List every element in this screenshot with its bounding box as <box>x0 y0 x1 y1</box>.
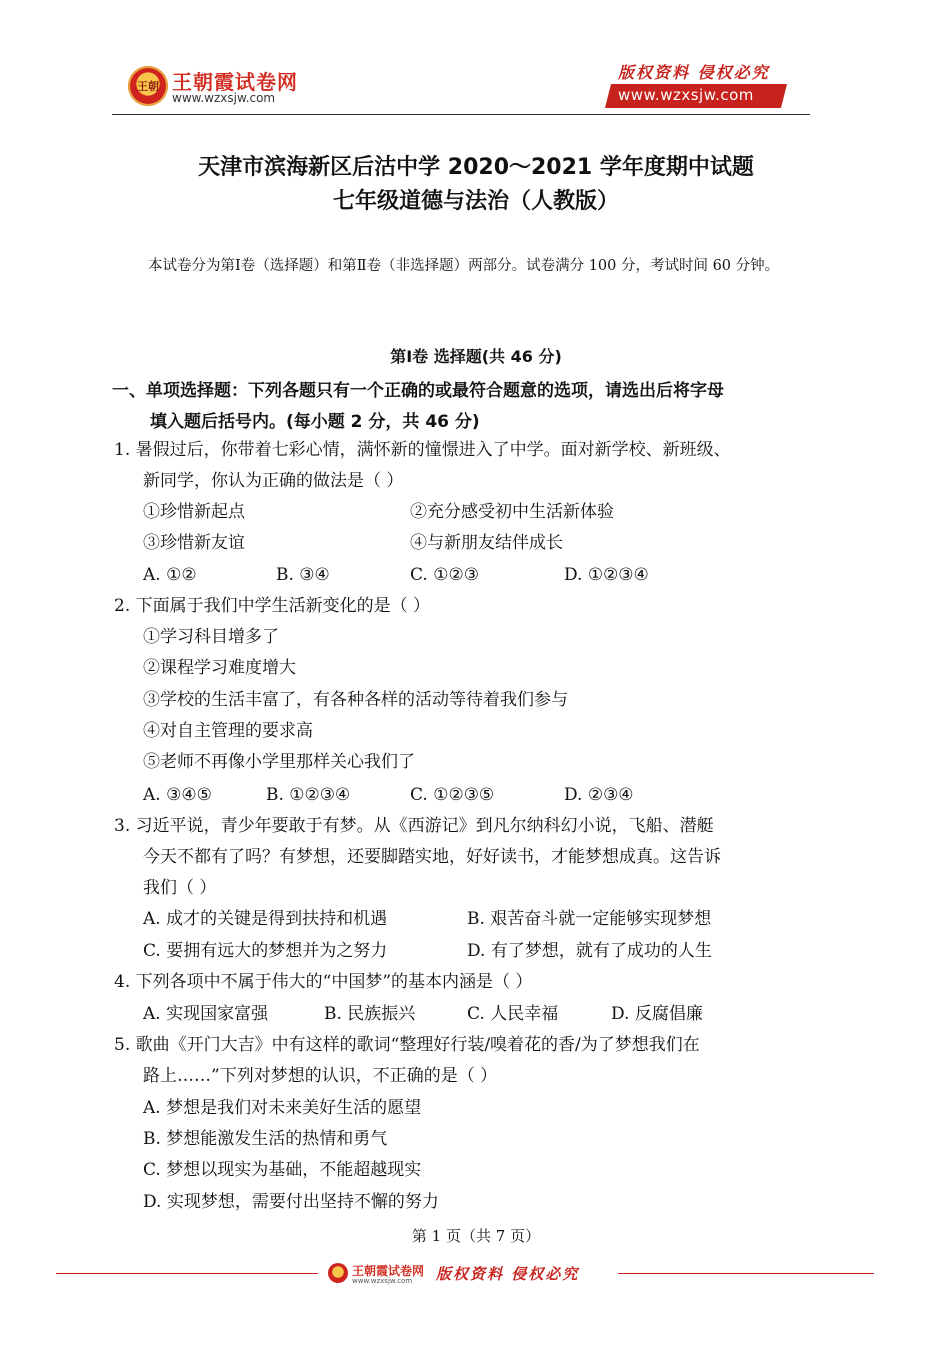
q5-option-c: C. 梦想以现实为基础，不能超越现实 <box>143 1160 422 1180</box>
q4-option-a: A. 实现国家富强 <box>143 1004 269 1024</box>
header-divider <box>112 114 810 115</box>
exam-subtitle: 七年级道德与法治（人教版） <box>332 189 619 214</box>
q1-statement-3: ③珍惜新友谊 <box>143 533 245 553</box>
section-title: 第Ⅰ卷 选择题(共 46 分) <box>390 347 562 366</box>
q3-stem-line2: 今天不都有了吗？有梦想，还要脚踏实地，好好读书，才能梦想成真。这告诉 <box>143 847 721 867</box>
logo-seal-icon <box>128 66 168 106</box>
q1-option-d: D. ①②③④ <box>564 565 649 585</box>
q1-statement-2: ②充分感受初中生活新体验 <box>410 502 614 522</box>
footer-rule-left <box>56 1273 318 1274</box>
footer-rule-right <box>618 1273 874 1274</box>
q1-option-a: A. ①② <box>143 565 197 585</box>
q5-option-d: D. 实现梦想，需要付出坚持不懈的努力 <box>143 1192 439 1212</box>
logo-url: www.wzxsjw.com <box>172 91 276 105</box>
exam-title: 天津市滨海新区后沽中学 2020～2021 学年度期中试题 <box>198 155 754 180</box>
part-heading <box>112 376 832 438</box>
footer-logo-url: www.wzxsjw.com <box>352 1277 413 1285</box>
q2-option-d: D. ②③④ <box>564 785 634 805</box>
q1-stem-line1: 1. 暑假过后，你带着七彩心情，满怀新的憧憬进入了中学。面对新学校、新班级、 <box>114 440 731 460</box>
part-heading-line1: 一、单项选择题：下列各题只有一个正确的或最符合题意的选项，请选出后将字母 <box>112 381 724 401</box>
q4-option-d: D. 反腐倡廉 <box>611 1004 703 1024</box>
exam-intro: 本试卷分为第Ⅰ卷（选择题）和第Ⅱ卷（非选择题）两部分。试卷满分 100 分，考试时间 60 分钟。 <box>148 258 780 274</box>
q4-stem: 4. 下列各项中不属于伟大的“中国梦”的基本内涵是（ ） <box>114 972 533 992</box>
q2-option-c: C. ①②③⑤ <box>410 785 495 805</box>
q3-option-a: A. 成才的关键是得到扶持和机遇 <box>143 909 388 929</box>
q1-statement-1: ①珍惜新起点 <box>143 502 245 522</box>
q1-stem-line2: 新同学，你认为正确的做法是（ ） <box>143 471 404 491</box>
logo-seal-text: 王朝 <box>137 80 159 93</box>
q2-statement-4: ④对自主管理的要求高 <box>143 721 313 741</box>
q1-option-c: C. ①②③ <box>410 565 479 585</box>
q3-stem-line1: 3. 习近平说，青少年要敢于有梦。从《西游记》到凡尔纳科幻小说，飞船、潜艇 <box>114 816 714 836</box>
q5-option-a: A. 梦想是我们对未来美好生活的愿望 <box>143 1098 422 1118</box>
logo-name: 王朝霞试卷网 <box>172 70 298 94</box>
page-number: 第 1 页（共 7 页） <box>411 1227 541 1245</box>
q5-option-b: B. 梦想能激发生活的热情和勇气 <box>143 1129 388 1149</box>
q5-stem-line2: 路上……”下列对梦想的认识，不正确的是（ ） <box>143 1066 498 1086</box>
q3-option-c: C. 要拥有远大的梦想并为之努力 <box>143 941 388 961</box>
q1-option-b: B. ③④ <box>276 565 330 585</box>
q5-stem-line1: 5. 歌曲《开门大吉》中有这样的歌词“整理好行装/嗅着花的香/为了梦想我们在 <box>114 1035 700 1055</box>
footer-logo-icon <box>328 1263 348 1283</box>
q3-stem-line3: 我们（ ） <box>143 878 217 898</box>
q4-option-b: B. 民族振兴 <box>324 1004 416 1024</box>
q2-statement-5: ⑤老师不再像小学里那样关心我们了 <box>143 752 415 772</box>
q2-option-a: A. ③④⑤ <box>143 785 212 805</box>
part-heading-line2: 填入题后括号内。(每小题 2 分，共 46 分) <box>150 412 480 432</box>
url-badge-text: www.wzxsjw.com <box>618 86 754 104</box>
q4-option-c: C. 人民幸福 <box>467 1004 559 1024</box>
q3-option-b: B. 艰苦奋斗就一定能够实现梦想 <box>467 909 712 929</box>
copyright-tag: 版权资料 侵权必究 <box>618 63 770 82</box>
footer-copyright: 版权资料 侵权必究 <box>436 1265 580 1283</box>
footer-logo-name: 王朝霞试卷网 <box>352 1264 425 1278</box>
q2-stem: 2. 下面属于我们中学生活新变化的是（ ） <box>114 596 431 616</box>
q2-statement-2: ②课程学习难度增大 <box>143 658 296 678</box>
q2-statement-1: ①学习科目增多了 <box>143 627 279 647</box>
q3-option-d: D. 有了梦想，就有了成功的人生 <box>467 941 712 961</box>
q2-option-b: B. ①②③④ <box>266 785 351 805</box>
q1-statement-4: ④与新朋友结伴成长 <box>410 533 563 553</box>
q2-statement-3: ③学校的生活丰富了，有各种各样的活动等待着我们参与 <box>143 690 568 710</box>
